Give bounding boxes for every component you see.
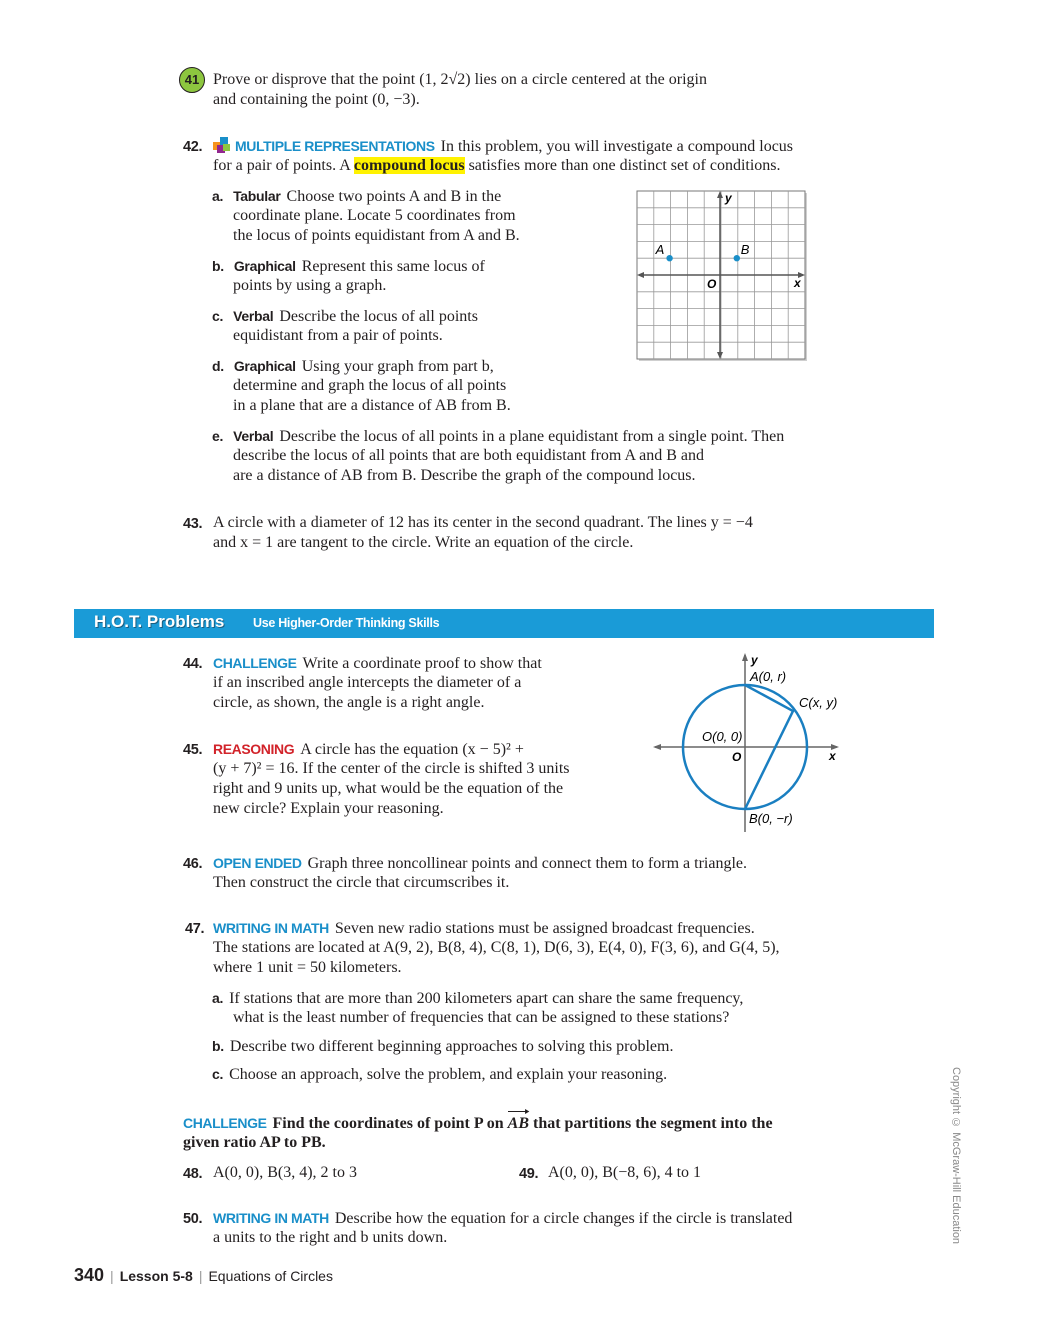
part-b bbox=[212, 1036, 673, 1057]
exercise-41-line: Prove or disprove that the point (1, 2√2) lies on a circle centered at the origin bbox=[213, 71, 707, 88]
part-text: what is the least number of frequencies that can be assigned to these stations? bbox=[233, 1009, 730, 1026]
x-axis-arrow-left bbox=[653, 744, 661, 750]
part-text: Describe the locus of all points bbox=[279, 308, 478, 325]
exercise-48-text: A(0, 0), B(3, 4), 2 to 3 bbox=[213, 1164, 357, 1181]
exercise-50-number: 50. bbox=[183, 1211, 203, 1227]
exercise-45-line: new circle? Explain your reasoning. bbox=[213, 800, 444, 817]
exercise-44-line bbox=[213, 653, 542, 674]
part-tag: Graphical bbox=[233, 258, 296, 274]
exercise-50-line bbox=[213, 1208, 792, 1229]
y-axis-label: y bbox=[751, 653, 758, 667]
y-axis-label: y bbox=[725, 191, 732, 205]
ray-ab bbox=[508, 1114, 529, 1134]
exercise-45-number: 45. bbox=[183, 742, 203, 758]
part-text: describe the locus of all points that are both equidistant from A and B and bbox=[233, 447, 705, 464]
exercise-43-line: and x = 1 are tangent to the circle. Write an equation of the circle. bbox=[213, 534, 634, 551]
part-text: If stations that are more than 200 kilometers apart can share the same frequency, bbox=[229, 990, 744, 1007]
part-text: equidistant from a pair of points. bbox=[233, 327, 443, 344]
multiple-representations-icon bbox=[212, 136, 232, 154]
text: Seven new radio stations must be assigned broadcast frequencies. bbox=[334, 920, 755, 937]
part-a bbox=[212, 186, 501, 207]
exercise-44-line: if an inscribed angle intercepts the diameter of a bbox=[213, 674, 522, 691]
exercise-47-line: where 1 unit = 50 kilometers. bbox=[213, 959, 402, 976]
lesson-title: Equations of Circles bbox=[208, 1268, 333, 1284]
point-b bbox=[734, 255, 740, 261]
exercise-45-line: right and 9 units up, what would be the equation of the bbox=[213, 780, 564, 797]
text: Describe how the equation for a circle changes if the circle is translated bbox=[334, 1210, 793, 1227]
keyword-challenge: CHALLENGE bbox=[183, 1115, 267, 1131]
part-letter: a. bbox=[212, 188, 224, 204]
hot-problems-banner bbox=[74, 609, 934, 638]
part-e bbox=[212, 426, 784, 447]
exercise-42-line bbox=[213, 156, 781, 176]
lesson-label: Lesson 5-8 bbox=[119, 1268, 193, 1284]
exercise-49-text: A(0, 0), B(−8, 6), 4 to 1 bbox=[548, 1164, 702, 1181]
part-letter: d. bbox=[212, 358, 224, 374]
x-axis-label: x bbox=[794, 276, 801, 290]
part-d bbox=[212, 356, 494, 377]
keyword-open-ended: OPEN ENDED bbox=[213, 855, 302, 871]
exercise-47-number: 47. bbox=[185, 921, 205, 937]
part-letter: c. bbox=[212, 1066, 224, 1082]
exercise-46-line: Then construct the circle that circumscribes it. bbox=[213, 874, 510, 891]
keyword-multiple-representations: MULTIPLE REPRESENTATIONS bbox=[235, 138, 435, 154]
part-tag: Tabular bbox=[233, 188, 281, 204]
part-text: Choose two points A and B in the bbox=[286, 188, 502, 205]
exercise-46-line bbox=[213, 853, 747, 874]
text: that partitions the segment into the bbox=[529, 1115, 773, 1132]
part-c bbox=[212, 306, 478, 327]
coordinate-grid-figure bbox=[634, 188, 810, 364]
text: for a pair of points. A bbox=[213, 157, 354, 174]
part-text: coordinate plane. Locate 5 coordinates from bbox=[233, 207, 516, 224]
part-text: Describe two different beginning approaches to solving this problem. bbox=[229, 1038, 674, 1055]
exercise-41-line: and containing the point (0, −3). bbox=[213, 91, 420, 108]
part-a bbox=[212, 988, 743, 1009]
keyword-writing-in-math: WRITING IN MATH bbox=[213, 1210, 329, 1226]
challenge-line: given ratio AP to PB. bbox=[183, 1134, 326, 1151]
part-letter: e. bbox=[212, 428, 224, 444]
keyword-writing-in-math: WRITING IN MATH bbox=[213, 920, 329, 936]
part-text: in a plane that are a distance of AB from B. bbox=[233, 397, 511, 414]
point-b-label: B bbox=[740, 242, 750, 258]
highlighted-term: compound locus bbox=[353, 157, 465, 174]
part-c bbox=[212, 1064, 667, 1085]
inscribed-angle-figure bbox=[650, 650, 850, 835]
exercise-42-line bbox=[212, 136, 793, 157]
part-text: determine and graph the locus of all points bbox=[233, 377, 507, 394]
text: Write a coordinate proof to show that bbox=[302, 655, 542, 672]
point-c-label: C(x, y) bbox=[799, 695, 838, 710]
text: satisfies more than one distinct set of conditions. bbox=[464, 157, 781, 174]
center-label: O(0, 0) bbox=[702, 729, 743, 744]
origin-label: O bbox=[732, 750, 742, 764]
part-text: are a distance of AB from B. Describe the graph of the compound locus. bbox=[233, 467, 696, 484]
keyword-challenge: CHALLENGE bbox=[213, 655, 297, 671]
exercise-45-line bbox=[213, 739, 524, 760]
page-footer bbox=[74, 1265, 333, 1286]
copyright-notice: Copyright © McGraw-Hill Education bbox=[950, 1067, 962, 1245]
part-text: Describe the locus of all points in a plane equidistant from a single point. Then bbox=[279, 428, 785, 445]
keyword-reasoning: REASONING bbox=[213, 741, 295, 757]
exercise-44-line: circle, as shown, the angle is a right angle. bbox=[213, 694, 485, 711]
exercise-41-badge: 41 bbox=[179, 67, 205, 93]
part-letter: c. bbox=[212, 308, 224, 324]
banner-title: H.O.T. Problems bbox=[94, 612, 225, 631]
part-text: Represent this same locus of bbox=[301, 258, 485, 275]
part-tag: Verbal bbox=[233, 428, 274, 444]
part-tag: Verbal bbox=[233, 308, 274, 324]
text: Find the coordinates of point P on bbox=[272, 1115, 508, 1132]
exercise-48-number: 48. bbox=[183, 1166, 203, 1182]
part-b bbox=[212, 256, 485, 277]
point-a bbox=[666, 255, 672, 261]
part-text: Using your graph from part b, bbox=[301, 358, 494, 375]
part-tag: Graphical bbox=[233, 358, 296, 374]
segment-label: AB bbox=[507, 1115, 529, 1132]
point-b-label: B(0, −r) bbox=[749, 811, 793, 826]
part-letter: a. bbox=[212, 990, 224, 1006]
exercise-47-line: The stations are located at A(9, 2), B(8, 4), C(8, 1), D(6, 3), E(4, 0), F(3, 6), and G(4, 5), bbox=[213, 939, 780, 956]
ray-arrow-icon bbox=[508, 1108, 529, 1115]
part-text: Choose an approach, solve the problem, and explain your reasoning. bbox=[229, 1066, 668, 1083]
divider: | bbox=[198, 1268, 203, 1284]
divider: | bbox=[110, 1268, 114, 1284]
exercise-43-line: A circle with a diameter of 12 has its center in the second quadrant. The lines y = −4 bbox=[213, 514, 753, 531]
exercise-49-number: 49. bbox=[519, 1166, 539, 1182]
y-axis-arrow-up bbox=[742, 653, 748, 661]
exercise-50-line: a units to the right and b units down. bbox=[213, 1229, 448, 1246]
part-text: points by using a graph. bbox=[233, 277, 387, 294]
exercise-47-line bbox=[213, 918, 755, 939]
exercise-42-number: 42. bbox=[183, 139, 203, 155]
banner-subtitle: Use Higher-Order Thinking Skills bbox=[253, 616, 440, 630]
text: A circle has the equation (x − 5)² + bbox=[300, 741, 524, 758]
exercise-46-number: 46. bbox=[183, 856, 203, 872]
point-a-label: A bbox=[655, 242, 665, 258]
x-axis-label: x bbox=[829, 749, 836, 763]
origin-label: O bbox=[707, 277, 717, 291]
text: Graph three noncollinear points and connect them to form a triangle. bbox=[307, 855, 747, 872]
part-text: the locus of points equidistant from A and B. bbox=[233, 227, 520, 244]
exercise-45-line: (y + 7)² = 16. If the center of the circle is shifted 3 units bbox=[213, 760, 570, 777]
part-letter: b. bbox=[212, 258, 224, 274]
point-a-label: A(0, r) bbox=[750, 669, 787, 684]
exercise-43-number: 43. bbox=[183, 516, 203, 532]
exercise-44-number: 44. bbox=[183, 656, 203, 672]
page-number: 340 bbox=[74, 1265, 105, 1285]
challenge-line bbox=[183, 1113, 773, 1134]
part-letter: b. bbox=[212, 1038, 224, 1054]
exercise-42-text: In this problem, you will investigate a compound locus bbox=[440, 138, 794, 155]
